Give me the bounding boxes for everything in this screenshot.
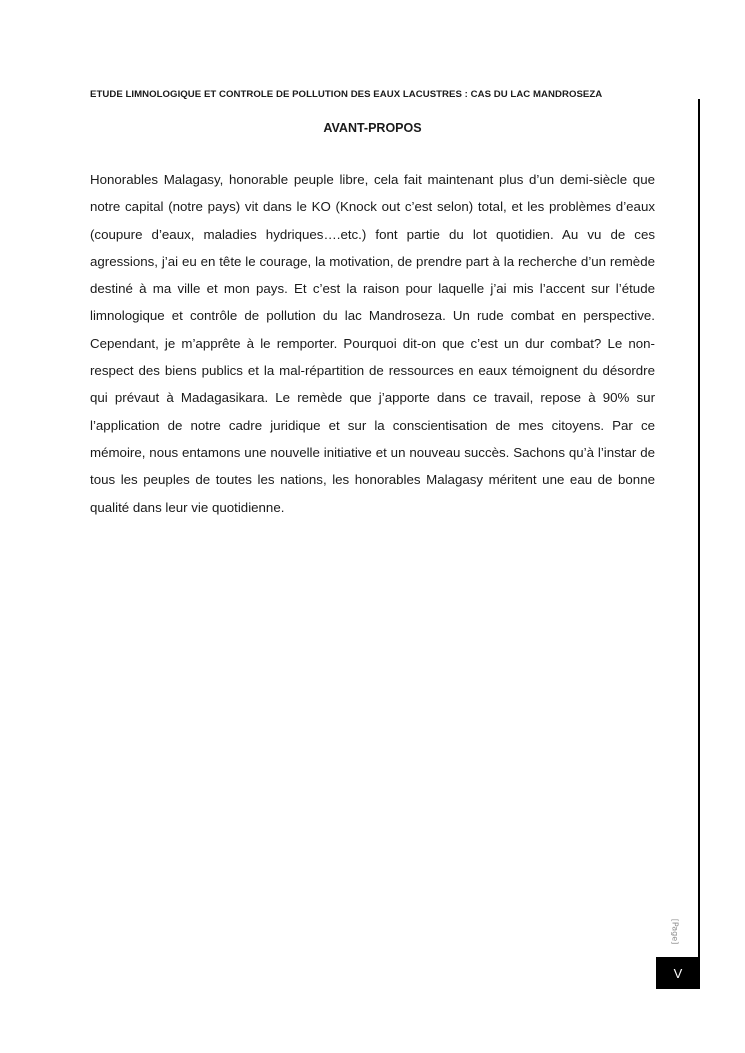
page-border-rule (698, 99, 700, 969)
page-field-text: [Page] (670, 918, 680, 944)
page-field-label (667, 914, 683, 948)
page-number: V (673, 965, 683, 981)
page-title: AVANT-PROPOS (323, 121, 422, 135)
running-header: ETUDE LIMNOLOGIQUE ET CONTROLE DE POLLUTION DES EAUX LACUSTRES : CAS DU LAC MANDROSEZA (90, 89, 603, 100)
page-number-box (656, 957, 700, 989)
body-paragraph: Honorables Malagasy, honorable peuple libre, cela fait maintenant plus d’un demi-siècle que notre capital (notre pays) vit dans le KO (Knock out c’est selon) total, et les problèmes d’eaux (coupure d’eaux, maladies hydriques….etc.) font partie du lot quotidien. Au vu de ces agressions, j’ai eu en tête le courage, la motivation, de prendre part à la recherche d’un remède destiné à ma ville et mon pays. Et c’est la raison pour laquelle j’ai mis l’accent sur l’étude limnologique et contrôle de pollution du lac Mandroseza. Un rude combat en perspective. Cependant, je m’apprête à le remporter. Pourquoi dit-on que c’est un dur combat? Le non-respect des biens publics et la mal-répartition de ressources en eaux témoignent du désordre qui prévaut à Madagasikara. Le remède que j’apporte dans ce travail, repose à 90% sur l’application de notre cadre juridique et sur la conscientisation de mes citoyens. Par ce mémoire, nous entamons une nouvelle initiative et un nouveau succès. Sachons qu’à l’instar de tous les peuples de toutes les nations, les honorables Malagasy méritent une eau de bonne qualité dans leur vie quotidienne. (90, 172, 655, 515)
